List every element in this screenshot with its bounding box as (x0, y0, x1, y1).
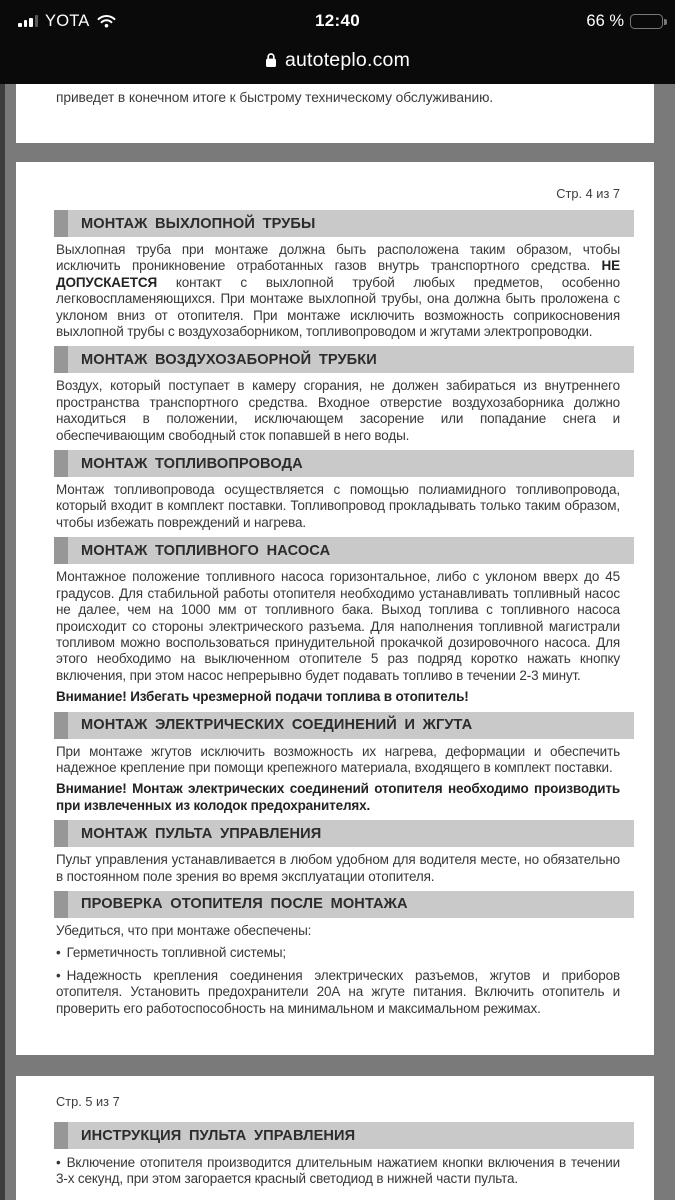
section-accent-bar (54, 1122, 68, 1149)
url-label: autoteplo.com (284, 48, 411, 71)
bullet-item (56, 968, 620, 1017)
bullet-glyph: • (56, 945, 61, 961)
warning-text: Внимание! Монтаж электрических соединений отопителя необходимо производить при извлеченных из колодок предохранителях. (56, 781, 620, 813)
bullet-item (56, 945, 620, 961)
section-title: ПРОВЕРКА ОТОПИТЕЛЯ ПОСЛЕ МОНТАЖА (81, 896, 408, 913)
paragraph: Монтажное положение топливного насоса горизонтальное, либо с уклоном вверх до 45 градусов. Для стабильной работы отопителя необходимо устанавливать топливный насос не далее, чем на 1000 мм от топливного бака. Выход топлива с топливного насоса происходит со стороны электрического разъема. Для наполнения топливной магистрали топливом можно воспользоваться принудительной прокачкой дозировочного насоса. Для этого необходимо на выключенном отопителе 5 раз подряд коротко нажать кнопку включения, при этом насос непрерывно будет подавать топливо в течении 2-3 минут. (56, 569, 620, 683)
bullet-item (56, 1155, 620, 1188)
pdf-viewer[interactable] (0, 84, 675, 1200)
paragraph: При монтаже жгутов исключить возможность их нагрева, деформации и обеспечить надежное крепление при помощи крепежного материала, входящего в комплект поставки. (56, 743, 620, 775)
document-page-3-bottom (16, 84, 654, 143)
section-header-electrical (54, 712, 634, 739)
clock: 12:40 (315, 11, 360, 30)
section-header-control-panel-instructions (54, 1122, 634, 1149)
section-accent-bar (54, 820, 68, 847)
browser-top-chrome (0, 0, 675, 84)
section-header-exhaust-pipe (54, 210, 634, 237)
carrier-label: YOTA (45, 11, 90, 30)
section-header-control-panel (54, 820, 634, 847)
status-left-cluster (18, 12, 116, 31)
document-page-4 (16, 162, 654, 1055)
page-number: Стр. 5 из 7 (56, 1094, 120, 1109)
bold-text-run: НЕ ДОПУСКАЕТСЯ (56, 258, 620, 290)
bullet-glyph: • (56, 967, 61, 983)
text-run: Надежность крепления соединения электрических разъемов, жгутов и приборов отопителя. Установить предохранители 20А на жгуте питания. Включить отопитель и проверить его работоспособность на минимальном и максимальном режимах. (56, 967, 620, 1016)
lock-icon (265, 52, 277, 68)
section-header-fuel-line (54, 450, 634, 477)
viewer-left-edge (0, 84, 5, 1200)
section-title: МОНТАЖ ЭЛЕКТРИЧЕСКИХ СОЕДИНЕНИЙ И ЖГУТА (81, 717, 473, 734)
section-accent-bar (54, 450, 68, 477)
section-title: ИНСТРУКЦИЯ ПУЛЬТА УПРАВЛЕНИЯ (81, 1127, 356, 1144)
section-accent-bar (54, 712, 68, 739)
status-right-cluster (586, 12, 663, 31)
warning-text: Внимание! Избегать чрезмерной подачи топлива в отопитель! (56, 689, 469, 705)
paragraph: Монтаж топливопровода осуществляется с помощью полиамидного топливопровода, который входит в комплект поставки. Топливопровод прокладывать только таким образом, чтобы избежать повреждений и нагрева. (56, 482, 620, 530)
battery-icon (630, 14, 663, 29)
section-title: МОНТАЖ ТОПЛИВНОГО НАСОСА (81, 542, 331, 559)
section-header-fuel-pump (54, 537, 634, 564)
battery-percent-label: 66 % (586, 11, 624, 30)
paragraph: приведет в конечном итоге к быстрому техническому обслуживанию. (56, 90, 494, 105)
address-bar[interactable] (0, 36, 675, 84)
section-accent-bar (54, 346, 68, 373)
text-run: Включение отопителя производится длительным нажатием кнопки включения в течении 3-х секунд, при этом загорается красный светодиод в нижней части пульта. (56, 1155, 620, 1187)
section-title: МОНТАЖ ПУЛЬТА УПРАВЛЕНИЯ (81, 825, 322, 842)
document-page-5 (16, 1076, 654, 1200)
section-title: МОНТАЖ ВОЗДУХОЗАБОРНОЙ ТРУБКИ (81, 351, 377, 368)
section-accent-bar (54, 537, 68, 564)
section-header-air-intake (54, 346, 634, 373)
page-number: Стр. 4 из 7 (556, 186, 620, 201)
section-title: МОНТАЖ ВЫХЛОПНОЙ ТРУБЫ (81, 215, 316, 232)
status-bar (0, 0, 675, 36)
paragraph: Пульт управления устанавливается в любом удобном для водителя месте, но обязательно в постоянном поле зрения во время эксплуатации отопителя. (56, 852, 620, 884)
paragraph: Убедиться, что при монтаже обеспечены: (56, 922, 312, 938)
section-header-heater-check (54, 891, 634, 918)
wifi-icon (97, 14, 116, 28)
cellular-signal-icon (18, 15, 38, 27)
section-accent-bar (54, 210, 68, 237)
text-run: Герметичность топливной системы; (66, 945, 286, 961)
section-accent-bar (54, 891, 68, 918)
paragraph: Воздух, который поступает в камеру сгорания, не должен забираться из внутреннего пространства транспортного средства. Входное отверстие воздухозаборника должно находиться в положении, исключающем засорение или попадание снега и обеспечивающим свободный сток попавшей в него воды. (56, 378, 620, 443)
text-run: Выхлопная труба при монтаже должна быть расположена таким образом, чтобы исключить проникновение отработанных газов внутрь транспортного средства. (56, 242, 620, 274)
section-title: МОНТАЖ ТОПЛИВОПРОВОДА (81, 455, 303, 472)
bullet-glyph: • (56, 1155, 61, 1170)
paragraph (56, 242, 620, 340)
text-run: контакт с выхлопной трубой любых предметов, особенно легковоспламеняющихся. При монтаже выхлопной трубы, она должна быть проложена с уклоном вниз от отопителя. При монтаже исключить возможность соприкосновения выхлопной трубы с воздухозаборником, топливопроводом и жгутами электропроводки. (56, 274, 620, 340)
